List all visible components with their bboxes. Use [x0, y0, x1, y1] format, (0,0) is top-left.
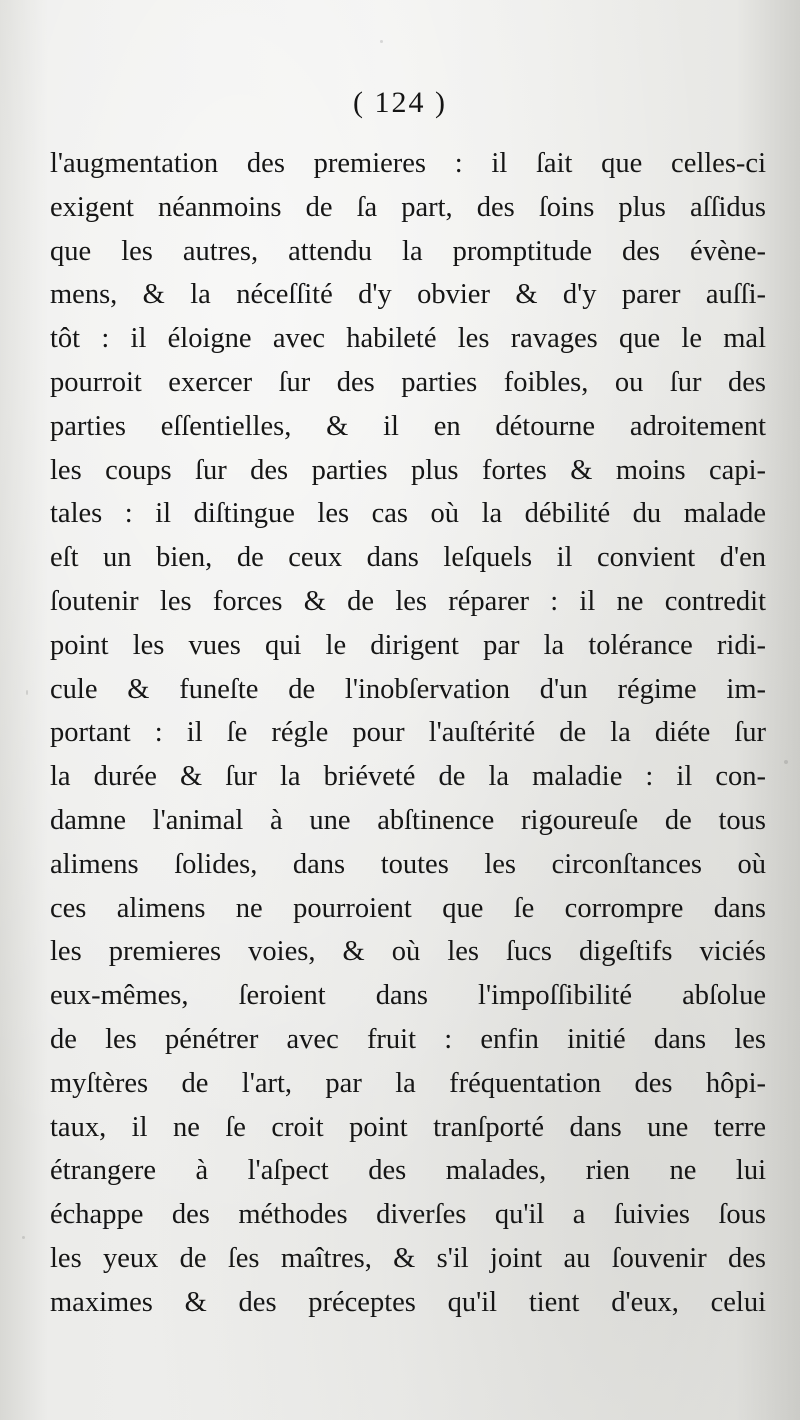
text-line: point les vues qui le dirigent par la tolérance ridi-	[50, 629, 766, 661]
paper-speck	[22, 1236, 25, 1239]
text-line: de les pénétrer avec fruit : enfin initié dans les	[50, 1023, 766, 1055]
paper-speck	[784, 760, 788, 764]
text-line: échappe des méthodes diverſes qu'il a ſuivies ſous	[50, 1199, 766, 1231]
text-line: eſt un bien, de ceux dans leſquels il convient d'en	[50, 542, 766, 574]
text-body	[50, 142, 766, 1325]
text-line: maximes & des préceptes qu'il tient d'eux, celui	[50, 1286, 766, 1318]
text-line: tôt : il éloigne avec habileté les ravages que le mal	[50, 323, 766, 355]
text-line: exigent néanmoins de ſa part, des ſoins plus aſſidus	[50, 191, 766, 223]
text-line: les coups ſur des parties plus fortes & moins capi-	[50, 454, 766, 486]
text-line: myſtères de l'art, par la fréquentation des hôpi-	[50, 1067, 766, 1099]
text-line: l'augmentation des premieres : il ſait que celles-ci	[50, 148, 766, 179]
paper-speck	[380, 40, 383, 43]
text-line: mens, & la néceſſité d'y obvier & d'y parer auſſi-	[50, 279, 766, 311]
text-line: parties eſſentielles, & il en détourne adroitement	[50, 410, 766, 442]
text-line: que les autres, attendu la promptitude des évène-	[50, 235, 766, 267]
text-line: ces alimens ne pourroient que ſe corrompre dans	[50, 892, 766, 924]
text-line: eux-mêmes, ſeroient dans l'impoſſibilité abſolue	[50, 980, 766, 1012]
text-line: alimens ſolides, dans toutes les circonſtances où	[50, 848, 766, 880]
paper-speck	[26, 690, 28, 695]
text-line: la durée & ſur la briéveté de la maladie : il con-	[50, 761, 766, 793]
page-number: ( 124 )	[353, 86, 447, 119]
text-line: pourroit exercer ſur des parties foibles, ou ſur des	[50, 366, 766, 398]
text-line: taux, il ne ſe croit point tranſporté dans une terre	[50, 1111, 766, 1143]
text-line: les premieres voies, & où les ſucs digeſtifs viciés	[50, 936, 766, 968]
text-line: damne l'animal à une abſtinence rigoureuſe de tous	[50, 804, 766, 836]
text-line: les yeux de ſes maîtres, & s'il joint au ſouvenir des	[50, 1242, 766, 1274]
text-line: ſoutenir les forces & de les réparer : il ne contredit	[50, 585, 766, 617]
text-line: portant : il ſe régle pour l'auſtérité de la diéte ſur	[50, 717, 766, 749]
text-line: tales : il diſtingue les cas où la débilité du malade	[50, 498, 766, 530]
text-line: cule & funeſte de l'inobſervation d'un régime im-	[50, 673, 766, 705]
text-line: étrangere à l'aſpect des malades, rien ne lui	[50, 1155, 766, 1187]
